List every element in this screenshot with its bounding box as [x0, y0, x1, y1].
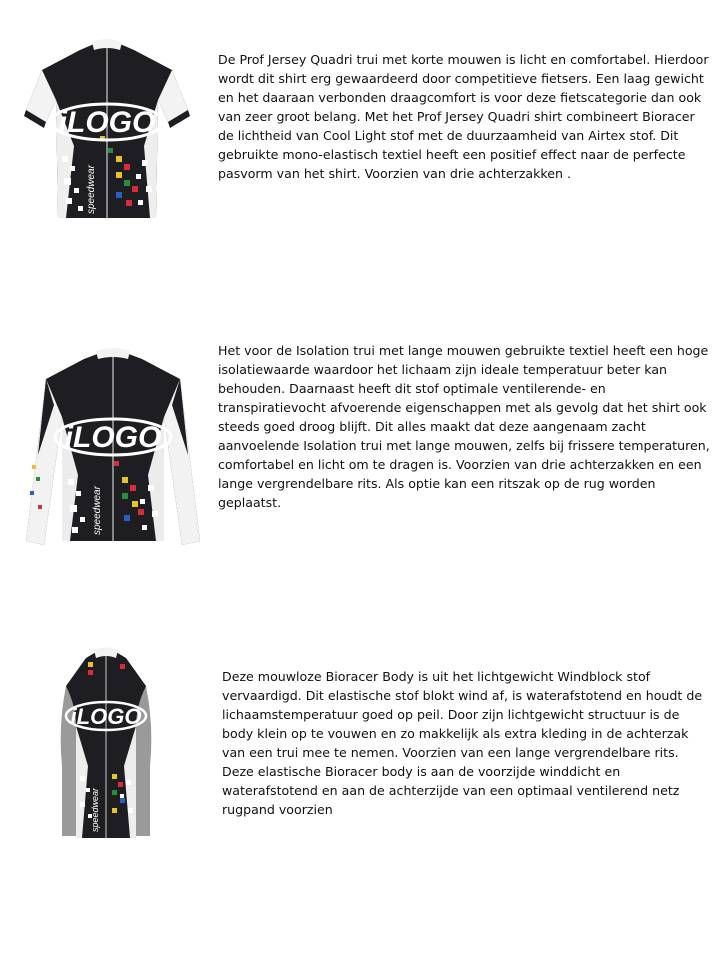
product-long-sleeve-jersey: [0, 335, 720, 555]
garment-logo-text: iLOGO: [58, 106, 156, 139]
garment-sublabel: speedwear: [86, 165, 97, 214]
garment-logo-text: iLOGO: [64, 421, 162, 454]
product-sleeveless-body: [0, 640, 720, 850]
garment-sublabel: speedwear: [92, 486, 103, 535]
garment-logo-text: iLOGO: [70, 704, 142, 729]
garment-sublabel: speedwear: [90, 787, 100, 832]
product-description: Deze mouwloze Bioracer Body is uit het lichtgewicht Windblock stof vervaardigd. Dit elastische stof blokt wind af, is waterafstotend en houdt de lichaamstemperatuur goed op peil. Door zijn lichtgewicht structuur is de body klein op te vouwen en zo makkelijk als extra kleding in de achterzak van een trui mee te nemen. Voorzien van een lange vergrendelbare rits. Deze elastische Bioracer body is aan de voorzijde winddicht en waterafstotend en aan de achterzijde van een optimaal ventilerend netz rugpand voorzien: [222, 669, 703, 817]
product-short-sleeve-jersey: [0, 30, 720, 230]
product-description: De Prof Jersey Quadri trui met korte mouwen is licht en comfortabel. Hierdoor wordt dit shirt erg gewaardeerd door competitieve fietsers. Een laag gewicht en het daaraan verbonden draagcomfort is voor deze fietscategorie dan ook van zeer groot belang. Met het Prof Jersey Quadri shirt combineert Bioracer de lichtheid van Cool Light stof met de duurzaamheid van Airtex stof. Dit gebruikte mono-elastisch textiel heeft een positief effect naar de perfecte pasvorm van het shirt. Voorzien van drie achterzakken .: [218, 52, 709, 181]
short-sleeve-jersey-image: [22, 36, 192, 224]
long-sleeve-jersey-image: [18, 345, 208, 550]
sleeveless-body-image: [52, 646, 160, 844]
product-description: Het voor de Isolation trui met lange mouwen gebruikte textiel heeft een hoge isolatiewaarde waardoor het lichaam zijn ideale temperatuur beter kan behouden. Daarnaast heeft dit stof optimale ventilerende- en transpiratievocht afvoerende eigenschappen met als gevolg dat het shirt ook steeds goed droog blijft. Dit alles maakt dat deze aangenaam zacht aanvoelende Isolation trui met lange mouwen, zelfs bij frissere temperaturen, comfortabel en licht om te dragen is. Voorzien van drie achterzakken en een lange vergrendelbare rits. Als optie kan een ritszak op de rug worden geplaatst.: [218, 343, 710, 510]
